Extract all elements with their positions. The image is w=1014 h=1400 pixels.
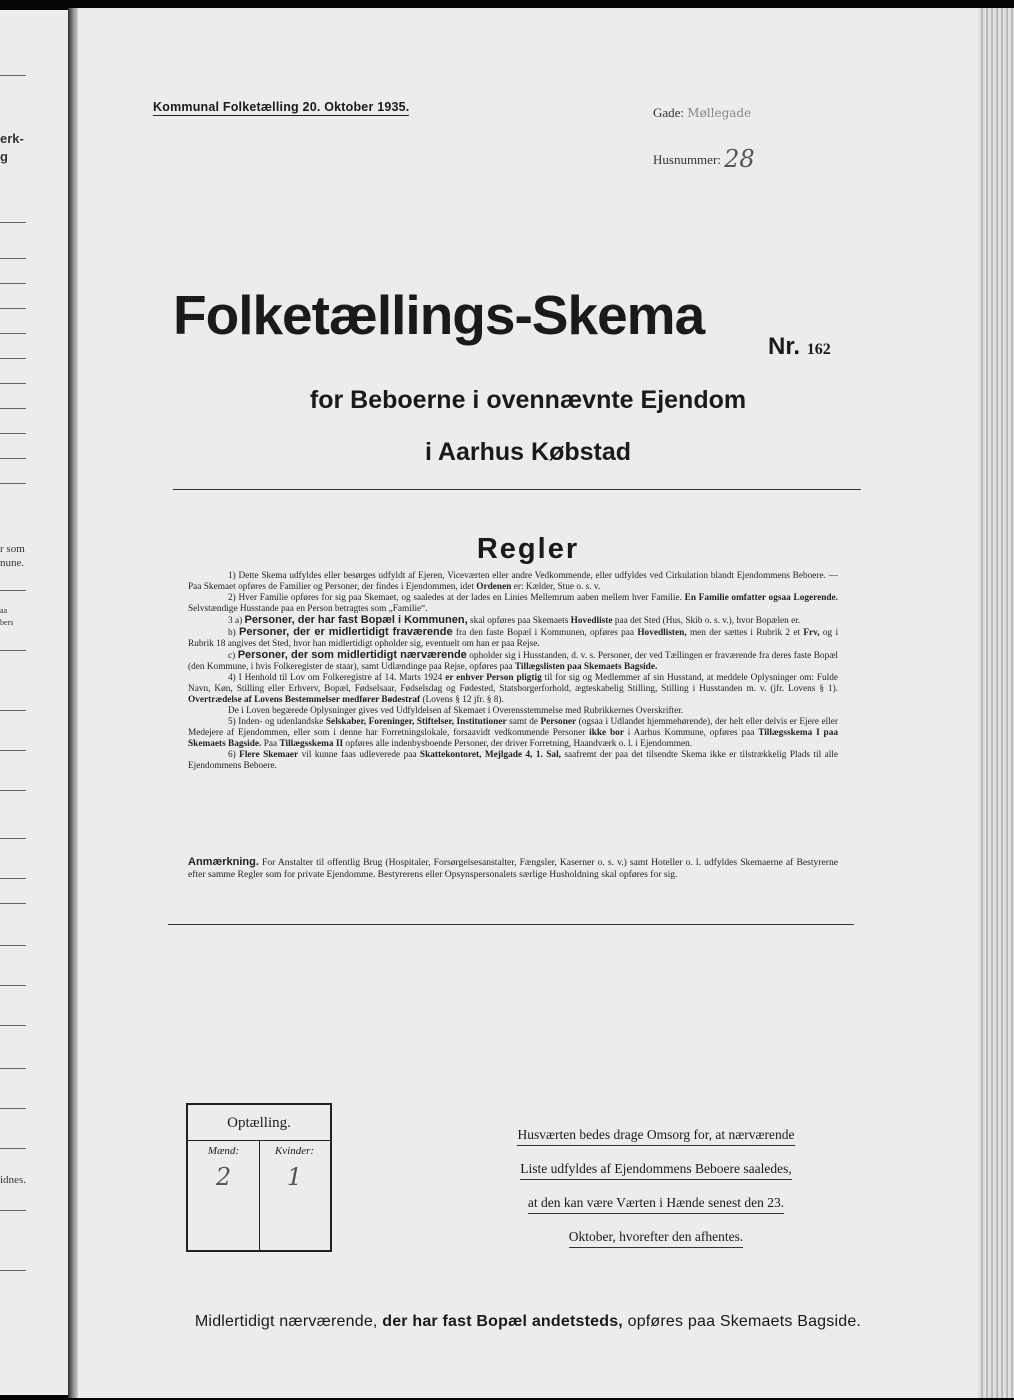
street-value: Møllegade — [687, 106, 752, 120]
notice-line: Liste udfyldes af Ejendommens Beboere saaledes, — [520, 1160, 791, 1180]
rule-2: 2) Hver Familie opføres for sig paa Skemaet, og saaledes at der lades en Linies Mellemrum aaben mellem hver Familie. En Familie omfatter ogsaa Logerende. Selvstændige Husstande paa en Person betragtes som „Familie“. — [188, 593, 838, 614]
ruled-line — [0, 1270, 26, 1271]
census-form-page — [78, 8, 978, 1398]
adjacent-page-strip — [0, 10, 68, 1395]
divider — [173, 489, 861, 490]
ruled-line — [0, 283, 26, 284]
ruled-line — [0, 590, 26, 591]
ruled-line — [0, 790, 26, 791]
form-municipality: i Aarhus Købstad — [424, 438, 632, 466]
ruled-line — [0, 903, 26, 904]
page-fragment-text: erk- — [0, 131, 24, 146]
ruled-line — [0, 383, 26, 384]
page-fragment-text: aa — [0, 606, 8, 615]
form-number — [768, 333, 831, 361]
page-fragment-text: idnes. — [0, 1174, 26, 1186]
ruled-line — [0, 308, 26, 309]
rule-4: 4) I Henhold til Lov om Folkeregistre af 14. Marts 1924 er enhver Person pligtig til for sig og Medlemmer af sin Husstand, at meddele Oplysninger om: Fulde Navn, Køn, Stilling eller Erhverv, Bopæl, Fødselsaar, Fødselsdag og Fødested, Statsborgerforhold, ægteskabelig Stilling, Stilling i Husstanden m. v. (jfr. Lovens § 1). Overtrædelse af Lovens Bestemmelser medfører Bødestraf (Lovens § 12 jfr. § 8). — [188, 673, 839, 705]
page-fragment-text: g — [0, 149, 8, 164]
form-title: Folketællings-Skema — [173, 284, 705, 346]
rules-text — [188, 571, 838, 772]
book-fold-shadow — [68, 8, 78, 1398]
ruled-line — [0, 945, 26, 946]
rules-heading: Regler — [476, 533, 580, 565]
ruled-line — [0, 433, 26, 434]
rule-3c: c) Personer, der som midlertidigt nærværende opholder sig i Husstanden, d. v. s. Personer, der ved Tællingen er fraværende fra deres faste Bopæl (den Kommune, i hvis Folkeregister de staar), samt Udlændinge paa Rejse, opføres paa Tillægslisten paa Skemaets Bagside. — [188, 649, 839, 672]
notice-line: Husværten bedes drage Omsorg for, at nærværende — [517, 1126, 794, 1146]
rule-4b: De i Loven begærede Oplysninger gives ved Udfyldelsen af Skemaet i Overensstemmelse med Rubrikkernes Overskrifter. — [228, 706, 684, 716]
ruled-line — [0, 1108, 26, 1109]
page-fragment-text: nune. — [0, 557, 25, 569]
house-number-value: 28 — [724, 145, 755, 173]
rule-3b: b) Personer, der er midlertidigt fraværende fra den faste Bopæl i Kommunen, opføres paa Hovedlisten, men der sættes i Rubrik 2 et Frv, og i Rubrik 18 angives det Sted, hvor han midlertidigt opholder sig, eventuelt om han er paa Rejse. — [188, 626, 839, 649]
ruled-line — [0, 408, 26, 409]
count-box — [186, 1103, 332, 1252]
footer-bold: der har fast Bopæl andetsteds, — [382, 1313, 623, 1330]
note-text: For Anstalter til offentlig Brug (Hospitaler, Forsørgelsesanstalter, Fængsler, Kaserner o. s. v.) samt Hoteller o. l. udfyldes Skemaerne af Bestyrerne efter samme Regler som for private Ejendomme. Bestyrerens eller Opsynspersonalets særlige Husholdning skal opføres for sig. — [188, 857, 838, 880]
note-label: Anmærkning. — [188, 856, 259, 868]
ruled-line — [0, 1025, 26, 1026]
women-count: 1 — [286, 1163, 303, 1191]
rule-3a: 3 a) Personer, der har fast Bopæl i Kommunen, skal opføres paa Skemaets Hovedliste paa det Sted (Hus, Skib o. s. v.), hvor Bopælen er. — [228, 614, 801, 626]
rule-1: 1) Dette Skema udfyldes eller besørges udfyldt af Ejeren, Viceværten eller andre Vedkommende, eller udfyldes ved Cirkulation blandt Ejendommens Beboere. — Paa Skemaet opføres de Familier og Personer, der findes i Ejendommen, idet Ordenen er: Kælder, Stue o. s. v. — [188, 571, 838, 592]
page-fragment-text: r som — [0, 543, 25, 555]
ruled-line — [0, 75, 26, 76]
form-subtitle: for Beboerne i ovennævnte Ejendom — [309, 386, 747, 414]
women-label: Kvinder: — [274, 1145, 315, 1157]
count-box-title: Optælling. — [227, 1115, 291, 1131]
ruled-line — [0, 985, 26, 986]
rule-6: 6) Flere Skemaer vil kunne faas udleverede paa Skattekontoret, Mejlgade 4, 1. Sal, saafremt der paa det tilsendte Skema ikke er tilstrækkelig Plads til alle Ejendommens Beboere. — [188, 750, 838, 771]
note — [188, 856, 838, 881]
ruled-line — [0, 710, 26, 711]
notice-line: Oktober, hvorefter den afhentes. — [569, 1228, 744, 1248]
page-edges — [978, 8, 1014, 1398]
rule-5: 5) Inden- og udenlandske Selskaber, Foreninger, Stiftelser, Institutioner samt de Personer (ogsaa i Udlandet hjemmehørende), der helt eller delvis er Ejere eller Medejere af Ejendommen, eller som i denne har Forretningslokale, forsaavidt vedkommende Personer ikke bor i Aarhus Kommune, opføres paa Tillægsskema I paa Skemaets Bagside. Paa Tillægsskema II opføres alle indenbysboende Personer, der driver Forretning, Haandværk o. l. i Ejendommen. — [188, 717, 839, 749]
form-number-label: Nr. — [768, 333, 801, 360]
ruled-line — [0, 650, 26, 651]
street-label: Gade: — [653, 105, 685, 120]
census-header: Kommunal Folketælling 20. Oktober 1935. — [153, 100, 410, 114]
house-number-label: Husnummer: — [653, 152, 721, 167]
footer-note — [78, 1313, 978, 1331]
ruled-line — [0, 458, 26, 459]
ruled-line — [0, 878, 26, 879]
notice-line: at den kan være Værten i Hænde senest den 23. — [528, 1194, 784, 1214]
form-number-value: 162 — [806, 341, 831, 358]
ruled-line — [0, 1210, 26, 1211]
divider — [168, 924, 854, 925]
ruled-line — [0, 222, 26, 223]
page-fragment-text: bers — [0, 618, 14, 627]
men-label: Mænd: — [207, 1145, 240, 1157]
ruled-line — [0, 483, 26, 484]
footer-pre: Midlertidigt nærværende, — [194, 1313, 378, 1330]
street-field — [653, 105, 751, 121]
house-number-field — [653, 142, 755, 173]
ruled-line — [0, 333, 26, 334]
ruled-line — [0, 838, 26, 839]
ruled-line — [0, 258, 26, 259]
ruled-line — [0, 1068, 26, 1069]
men-count: 2 — [215, 1163, 232, 1191]
ruled-line — [0, 1148, 26, 1149]
ruled-line — [0, 358, 26, 359]
landlord-notice — [486, 1118, 826, 1254]
ruled-line — [0, 750, 26, 751]
footer-post: opføres paa Skemaets Bagside. — [627, 1313, 862, 1330]
